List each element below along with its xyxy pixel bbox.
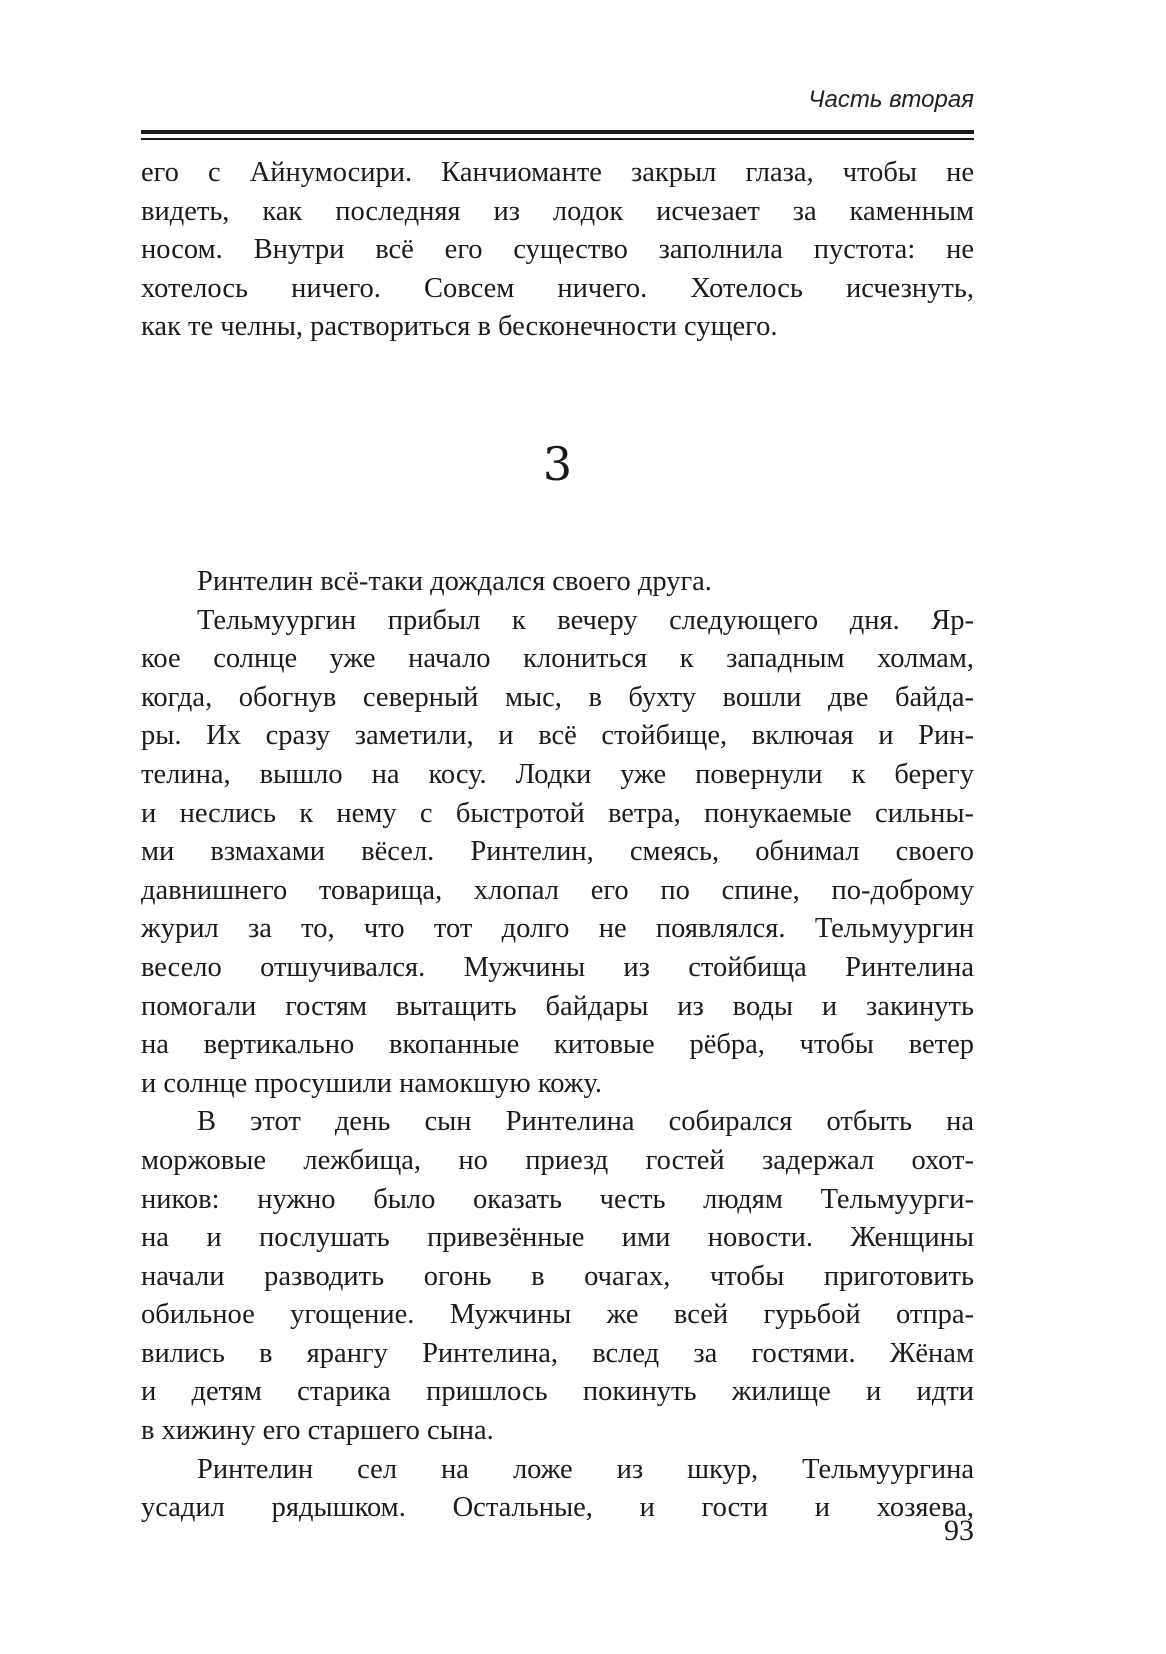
paragraph-first-line: В этот день сын Ринтелина собирался отбыть на	[197, 1106, 974, 1138]
chapter-number: 3	[542, 437, 573, 491]
header-rule-thin	[141, 138, 974, 140]
page-number: 93	[944, 1514, 974, 1547]
text-line: ми взмахами вёсел. Ринтелин, смеясь, обнимал своего	[141, 836, 974, 868]
text-line: его с Айнумосири. Канчиоманте закрыл глаза, чтобы не	[141, 157, 974, 188]
paragraph-first-line: Ринтелин всё-таки дождался своего друга.	[197, 566, 712, 597]
text-line: вились в ярангу Ринтелина, вслед за гостями. Жёнам	[141, 1337, 974, 1369]
text-line: видеть, как последняя из лодок исчезает за каменным	[141, 195, 974, 227]
text-line: обильное угощение. Мужчины же всей гурьбой отпра-	[141, 1299, 974, 1331]
text-line: помогали гостям вытащить байдары из воды и закинуть	[141, 990, 974, 1022]
text-line: и солнце просушили намокшую кожу.	[141, 1067, 602, 1099]
text-line: ры. Их сразу заметили, и всё стойбище, включая и Рин-	[141, 720, 974, 752]
chapter-body	[141, 563, 974, 1528]
text-line: журил за то, что тот долго не появлялся. Тельмуургин	[141, 913, 974, 945]
text-line: весело отшучивался. Мужчины из стойбища Ринтелина	[141, 951, 974, 983]
text-line: моржовые лежбища, но приезд гостей задержал охот-	[141, 1144, 974, 1176]
text-line: давнишнего товарища, хлопал его по спине, по-доброму	[141, 874, 974, 906]
text-line: когда, обогнув северный мыс, в бухту вошли две байда-	[141, 681, 974, 713]
text-line: как те челны, раствориться в бесконечности сущего.	[141, 311, 778, 343]
paragraph-first-line: Ринтелин сел на ложе из шкур, Тельмуургина	[197, 1453, 974, 1485]
text-line: начали разводить огонь в очагах, чтобы приготовить	[141, 1260, 974, 1292]
text-line: кое солнце уже начало клониться к западным холмам,	[141, 643, 974, 675]
header-rule-thick	[141, 130, 974, 134]
text-line: ников: нужно было оказать честь людям Тельмуурги-	[141, 1183, 974, 1215]
text-line: носом. Внутри всё его существо заполнила пустота: не	[141, 234, 974, 266]
paragraph-first-line: Тельмуургин прибыл к вечеру следующего дня. Яр-	[197, 604, 974, 636]
text-line: в хижину его старшего сына.	[141, 1415, 494, 1447]
text-line: хотелось ничего. Совсем ничего. Хотелось исчезнуть,	[141, 272, 974, 304]
running-head: Часть вторая	[808, 86, 974, 113]
text-line: и неслись к нему с быстротой ветра, понукаемые сильны-	[141, 797, 974, 829]
continuation-paragraph	[141, 154, 974, 347]
text-line: на вертикально вкопанные китовые рёбра, чтобы ветер	[141, 1029, 974, 1061]
text-line: и детям старика пришлось покинуть жилище и идти	[141, 1376, 974, 1408]
text-line: усадил рядышком. Остальные, и гости и хозяева,	[141, 1492, 974, 1524]
text-line: на и послушать привезённые ими новости. Женщины	[141, 1222, 974, 1254]
text-line: телина, вышло на косу. Лодки уже повернули к берегу	[141, 758, 974, 790]
